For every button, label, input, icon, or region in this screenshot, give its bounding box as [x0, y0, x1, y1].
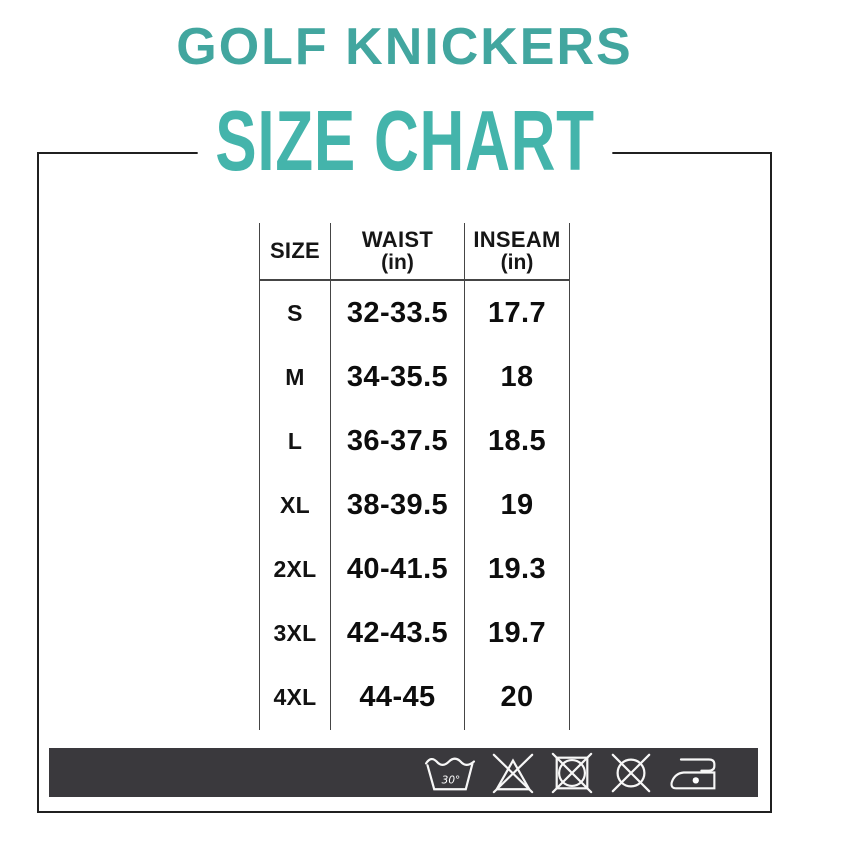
- column-header-waist: [330, 223, 464, 281]
- size-cell: L: [259, 409, 330, 473]
- column-header-unit: (in): [500, 250, 534, 274]
- column-header-label: WAIST: [361, 227, 434, 253]
- size-cell: 2XL: [259, 538, 330, 602]
- size-chart-table: [259, 223, 570, 730]
- inseam-cell: 19: [464, 473, 570, 537]
- page-subtitle-text: SIZE CHART: [197, 98, 612, 186]
- size-cell: XL: [259, 473, 330, 537]
- care-instructions-bar: [49, 748, 758, 797]
- iron-low-heat-icon: [667, 751, 719, 794]
- waist-cell: 32-33.5: [330, 281, 464, 345]
- column-header-unit: (in): [381, 250, 414, 274]
- size-cell: 3XL: [259, 602, 330, 666]
- size-cell: S: [259, 281, 330, 345]
- waist-cell: 40-41.5: [330, 538, 464, 602]
- inseam-cell: 19.3: [464, 538, 570, 602]
- size-cell: M: [259, 345, 330, 409]
- inseam-cell: 17.7: [464, 281, 570, 345]
- column-header-label: SIZE: [269, 238, 321, 264]
- waist-cell: 36-37.5: [330, 409, 464, 473]
- do-not-dry-clean-icon: [608, 751, 654, 795]
- column-header-label: INSEAM: [473, 227, 561, 253]
- waist-cell: 38-39.5: [330, 473, 464, 537]
- inseam-cell: 20: [464, 666, 570, 730]
- column-header-inseam: [464, 223, 570, 281]
- waist-cell: 44-45: [330, 666, 464, 730]
- column-header-size: [259, 223, 330, 281]
- do-not-tumble-dry-icon: [549, 751, 595, 795]
- waist-cell: 34-35.5: [330, 345, 464, 409]
- page-title: GOLF KNICKERS: [176, 18, 633, 76]
- wash-temp-label: 30°: [441, 774, 461, 787]
- size-cell: 4XL: [259, 666, 330, 730]
- inseam-cell: 18.5: [464, 409, 570, 473]
- inseam-cell: 19.7: [464, 602, 570, 666]
- inseam-cell: 18: [464, 345, 570, 409]
- page-subtitle: [37, 94, 772, 189]
- waist-cell: 42-43.5: [330, 602, 464, 666]
- machine-wash-30-icon: [423, 751, 477, 795]
- do-not-bleach-icon: [490, 751, 536, 795]
